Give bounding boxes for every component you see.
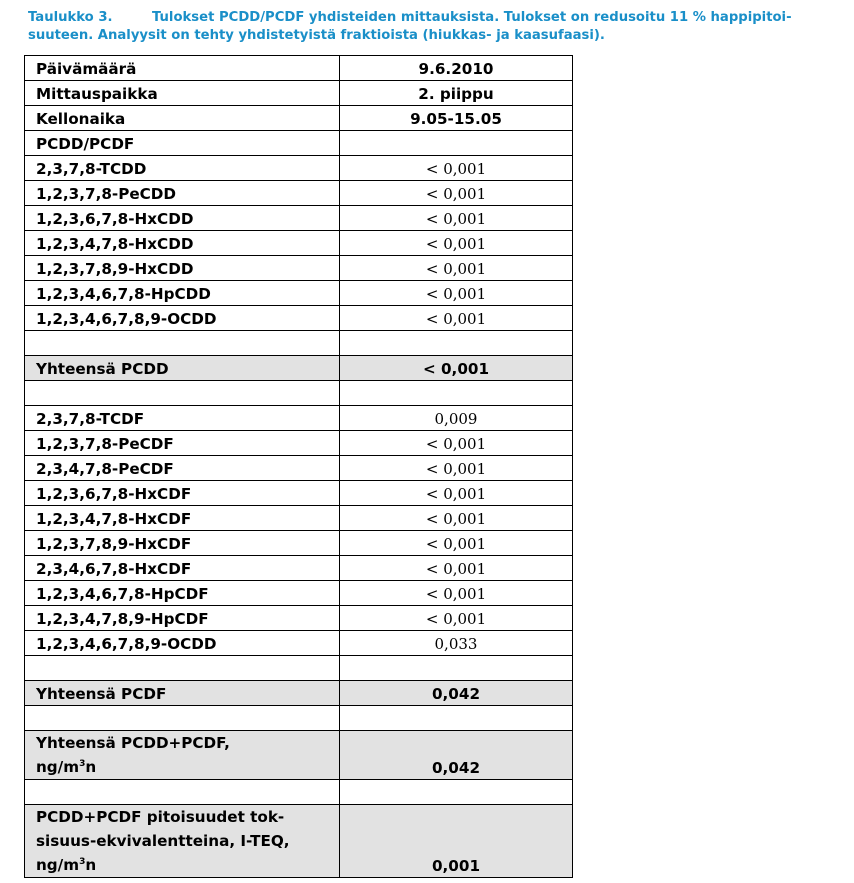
- compound-value: < 0,001: [340, 281, 573, 306]
- empty-cell: [25, 656, 340, 681]
- unit-superscript: 3: [79, 857, 86, 867]
- empty-row: [25, 656, 573, 681]
- total-value: < 0,001: [340, 356, 573, 381]
- row-value: 9.05-15.05: [340, 106, 573, 131]
- unit-suffix: n: [85, 758, 97, 776]
- total-label: Yhteensä PCDD: [25, 356, 340, 381]
- total-value: 0,042: [340, 681, 573, 706]
- row-label: Kellonaika: [25, 106, 340, 131]
- unit-prefix: ng/m: [36, 758, 80, 776]
- row-value: 9.6.2010: [340, 56, 573, 81]
- compound-value: < 0,001: [340, 531, 573, 556]
- table-row: [25, 506, 573, 531]
- compound-name: 2,3,4,6,7,8-HxCDF: [25, 556, 340, 581]
- compound-name: 1,2,3,7,8-PeCDF: [25, 431, 340, 456]
- total-label: Yhteensä PCDF: [25, 681, 340, 706]
- compound-value: < 0,001: [340, 256, 573, 281]
- total-label: [25, 805, 340, 878]
- compound-name: 1,2,3,4,7,8-HxCDD: [25, 231, 340, 256]
- row-value: 2. piippu: [340, 81, 573, 106]
- total-value: 0,042: [340, 731, 573, 780]
- total-value: 0,001: [340, 805, 573, 878]
- compound-name: 1,2,3,4,7,8-HxCDF: [25, 506, 340, 531]
- compound-name: 2,3,4,7,8-PeCDF: [25, 456, 340, 481]
- empty-row: [25, 780, 573, 805]
- compound-value: < 0,001: [340, 206, 573, 231]
- table-row: [25, 256, 573, 281]
- empty-cell: [25, 780, 340, 805]
- table-row: [25, 406, 573, 431]
- compound-value: 0,009: [340, 406, 573, 431]
- compound-name: 1,2,3,7,8,9-HxCDF: [25, 531, 340, 556]
- total-label: [25, 731, 340, 780]
- compound-value: < 0,001: [340, 581, 573, 606]
- empty-row: [25, 381, 573, 406]
- compound-name: 1,2,3,6,7,8-HxCDD: [25, 206, 340, 231]
- empty-cell: [25, 706, 340, 731]
- compound-value: < 0,001: [340, 231, 573, 256]
- compound-name: 1,2,3,7,8-PeCDD: [25, 181, 340, 206]
- empty-cell: [340, 331, 573, 356]
- table-row: [25, 431, 573, 456]
- table-row: [25, 106, 573, 131]
- unit-suffix: n: [85, 856, 97, 874]
- empty-cell: [340, 780, 573, 805]
- compound-value: < 0,001: [340, 306, 573, 331]
- compound-name: 1,2,3,4,6,7,8-HpCDD: [25, 281, 340, 306]
- compound-name: 1,2,3,4,6,7,8,9-OCDD: [25, 306, 340, 331]
- row-value: [340, 131, 573, 156]
- total-row-pcdf: [25, 681, 573, 706]
- table-row: [25, 131, 573, 156]
- compound-name: 1,2,3,4,7,8,9-HpCDF: [25, 606, 340, 631]
- caption-label: Taulukko 3.: [28, 10, 113, 25]
- table-row: [25, 456, 573, 481]
- compound-value: < 0,001: [340, 556, 573, 581]
- table-row: [25, 281, 573, 306]
- compound-name: 2,3,7,8-TCDF: [25, 406, 340, 431]
- caption-line-1: Tulokset PCDD/PCDF yhdisteiden mittauksista. Tulokset on redusoitu 11 % happipitoi-: [152, 10, 792, 25]
- empty-cell: [25, 381, 340, 406]
- table-row: [25, 81, 573, 106]
- unit-prefix: ng/m: [36, 856, 80, 874]
- compound-name: 1,2,3,6,7,8-HxCDF: [25, 481, 340, 506]
- compound-name: 1,2,3,7,8,9-HxCDD: [25, 256, 340, 281]
- compound-value: < 0,001: [340, 456, 573, 481]
- table-row: [25, 206, 573, 231]
- compound-name: 1,2,3,4,6,7,8,9-OCDD: [25, 631, 340, 656]
- table-row: [25, 231, 573, 256]
- total-row-teq: [25, 805, 573, 878]
- row-label: Mittauspaikka: [25, 81, 340, 106]
- total-label-line-1: Yhteensä PCDD+PCDF,: [36, 734, 230, 752]
- table-row: [25, 56, 573, 81]
- table-row: [25, 156, 573, 181]
- empty-cell: [340, 656, 573, 681]
- row-label: PCDD/PCDF: [25, 131, 340, 156]
- table-row: [25, 481, 573, 506]
- table-row: [25, 531, 573, 556]
- empty-row: [25, 331, 573, 356]
- compound-value: < 0,001: [340, 431, 573, 456]
- compound-name: 2,3,7,8-TCDD: [25, 156, 340, 181]
- compound-value: < 0,001: [340, 156, 573, 181]
- table-caption: [28, 9, 848, 45]
- total-row-sum: [25, 731, 573, 780]
- unit-superscript: 3: [79, 759, 86, 769]
- compound-value: < 0,001: [340, 481, 573, 506]
- empty-cell: [25, 331, 340, 356]
- total-row-pcdd: [25, 356, 573, 381]
- compound-name: 1,2,3,4,6,7,8-HpCDF: [25, 581, 340, 606]
- table-row: [25, 306, 573, 331]
- total-label-line-1: PCDD+PCDF pitoisuudet tok-: [36, 808, 285, 826]
- empty-cell: [340, 706, 573, 731]
- table-row: [25, 606, 573, 631]
- table-row: [25, 181, 573, 206]
- total-label-line-2: sisuus-ekvivalentteina, I-TEQ,: [36, 832, 290, 850]
- table-row: [25, 556, 573, 581]
- row-label: Päivämäärä: [25, 56, 340, 81]
- empty-cell: [340, 381, 573, 406]
- compound-value: < 0,001: [340, 181, 573, 206]
- empty-row: [25, 706, 573, 731]
- compound-value: < 0,001: [340, 506, 573, 531]
- results-table: [24, 55, 573, 878]
- table-row: [25, 581, 573, 606]
- caption-line-2: suuteen. Analyysit on tehty yhdistetyistä fraktioista (hiukkas- ja kaasufaasi).: [28, 28, 605, 43]
- table-row: [25, 631, 573, 656]
- compound-value: 0,033: [340, 631, 573, 656]
- compound-value: < 0,001: [340, 606, 573, 631]
